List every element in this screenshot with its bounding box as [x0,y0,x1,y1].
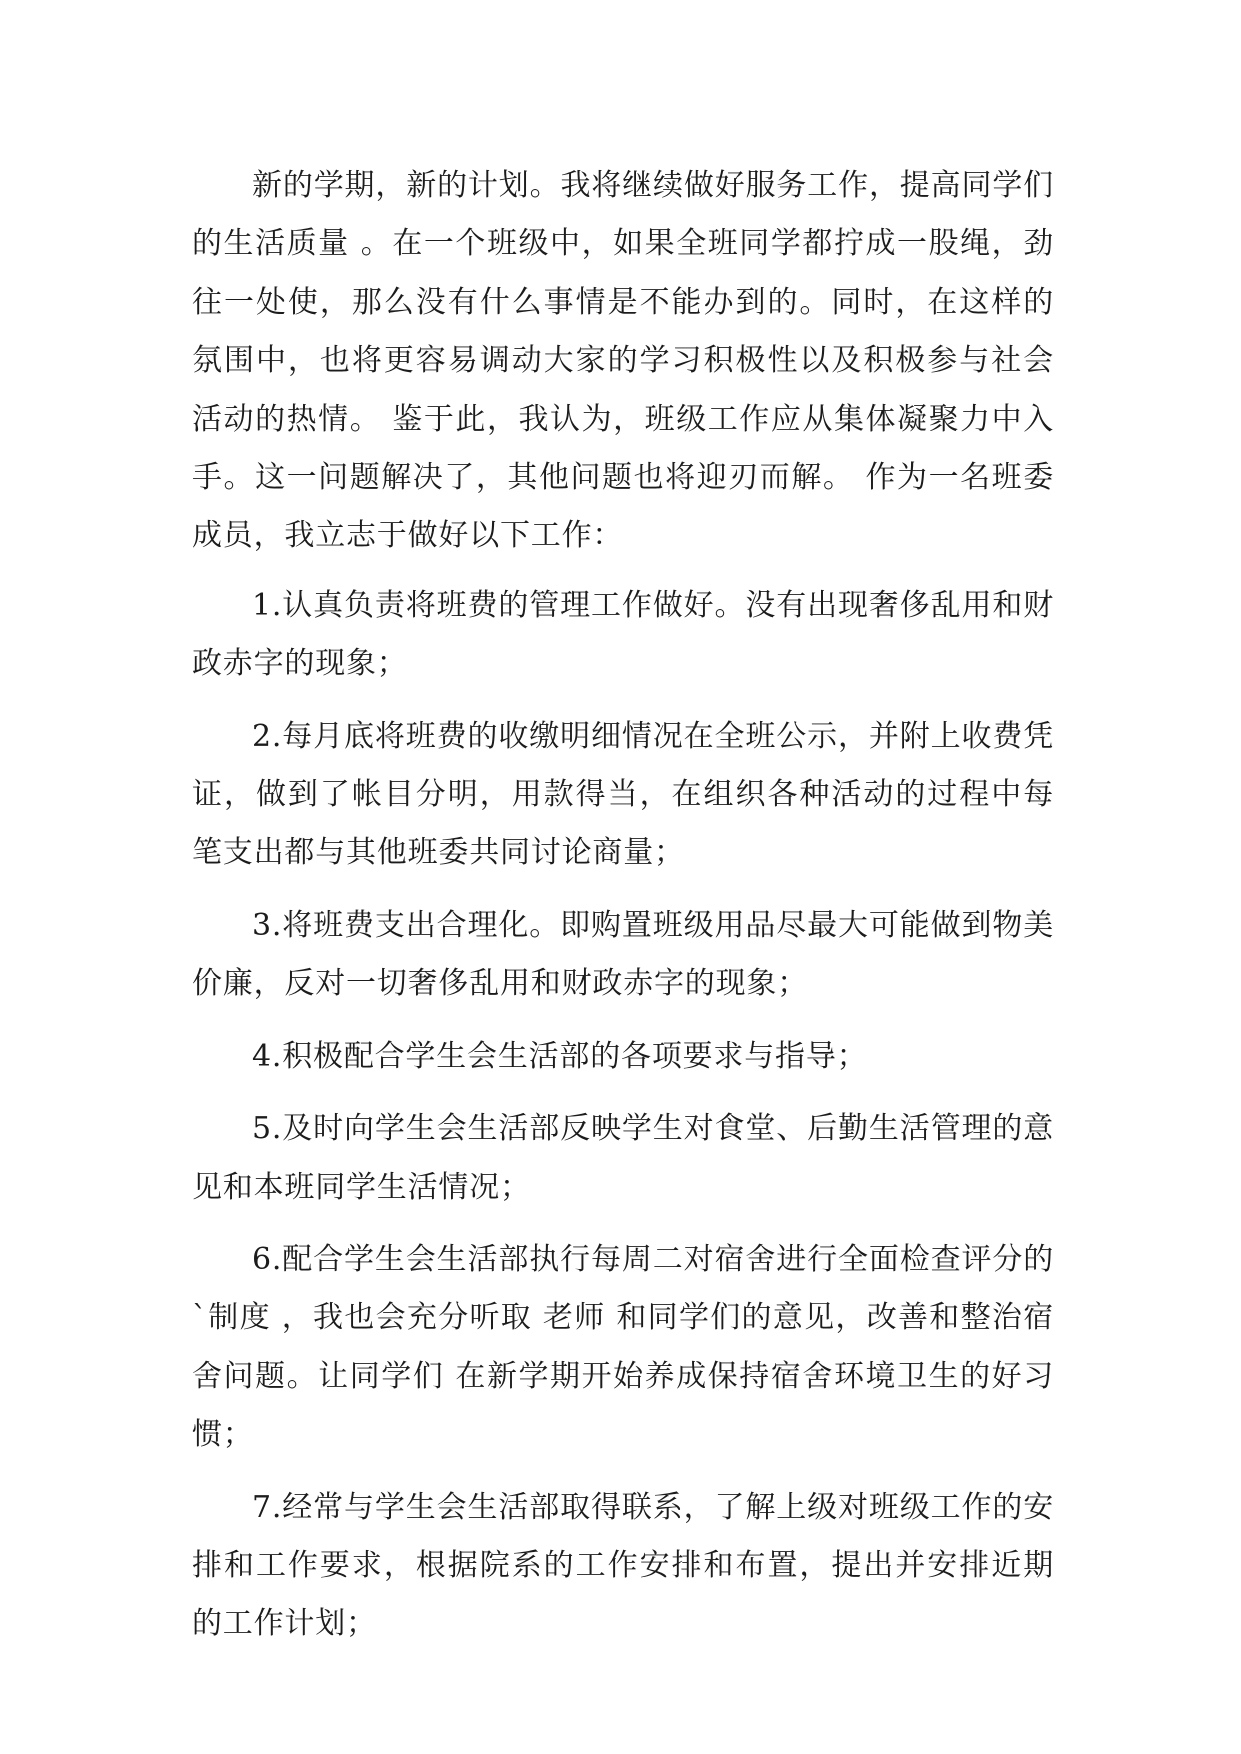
document-body [192,157,1054,1654]
list-item: 7.经常与学生会生活部取得联系，了解上级对班级工作的安排和工作要求，根据院系的工作安排和布置，提出并安排近期的工作计划； [192,1489,1054,1642]
list-item: 6.配合学生会生活部执行每周二对宿舍进行全面检查评分的`制度 ，我也会充分听取 老师 和同学们的意见，改善和整治宿舍问题。让同学们 在新学期开始养成保持宿舍环境卫生的好习惯； [192,1241,1054,1453]
list-item: 5.及时向学生会生活部反映学生对食堂、后勤生活管理的意见和本班同学生活情况； [192,1111,1054,1205]
list-item: 4.积极配合学生会生活部的各项要求与指导； [252,1038,868,1074]
list-item: 1.认真负责将班费的管理工作做好。没有出现奢侈乱用和财政赤字的现象； [192,587,1054,682]
list-item: 2.每月底将班费的收缴明细情况在全班公示，并附上收费凭证，做到了帐目分明，用款得当，在组织各种活动的过程中每笔支出都与其他班委共同讨论商量； [192,718,1054,871]
list-item: 3.将班费支出合理化。即购置班级用品尽最大可能做到物美价廉，反对一切奢侈乱用和财政赤字的现象； [192,907,1054,1002]
intro-paragraph: 新的学期，新的计划。我将继续做好服务工作，提高同学们的生活质量 。在一个班级中，如果全班同学都拧成一股绳，劲往一处使，那么没有什么事情是不能办到的。同时，在这样的氛围中，也将更容易调动大家的学习积极性以及积极参与社会活动的热情。 鉴于此，我认为，班级工作应从集体凝聚力中入手。这一问题解决了，其他问题也将迎刃而解。 作为一名班委成员，我立志于做好以下工作： [192,168,1054,554]
